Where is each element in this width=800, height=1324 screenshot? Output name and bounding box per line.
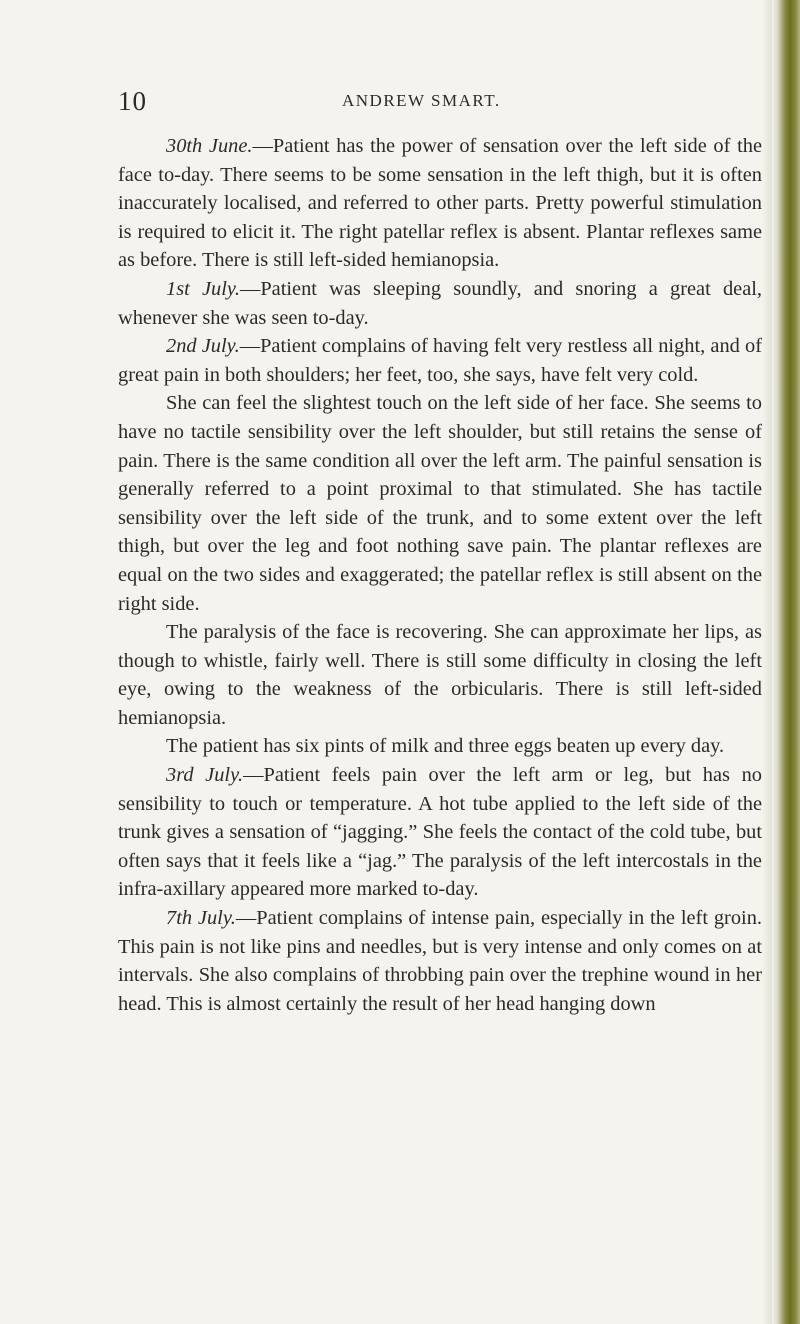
- paragraph-face-paralysis: [118, 618, 762, 732]
- paragraph-july-3: [118, 761, 762, 904]
- entry-text: —Patient feels pain over the left arm or leg, but has no sensibility to touch or temperature. A hot tube applied to the left side of the trunk gives a sensation of “jagging.” She feels the contact of the cold tube, but often says that it feels like a “jag.” The paralysis of the left intercostals in the infra-axillary appeared more marked to-day.: [118, 764, 762, 901]
- page-number: 10: [118, 86, 147, 116]
- paragraph-july-2: [118, 332, 762, 389]
- running-head: ANDREW SMART.: [342, 91, 501, 110]
- entry-text: —Patient complains of intense pain, especially in the left groin. This pain is not like pins and needles, but is very intense and only comes on at intervals. She also complains of throbbing pain over the trephine wound in her head. This is almost certainly the result of her head hanging down: [118, 907, 763, 1015]
- entry-text: The patient has six pints of milk and three eggs beaten up every day.: [166, 735, 725, 758]
- page-header: [118, 86, 758, 120]
- entry-date: 3rd July.: [166, 764, 244, 787]
- entry-text: She can feel the slightest touch on the left side of her face. She seems to have no tactile sensibility over the left shoulder, but still retains the sense of pain. There is the same condition all over the left arm. The painful sensation is generally referred to a point proximal to that stimulated. She has tactile sensibility over the left side of the trunk, and to some extent over the left thigh, but over the leg and foot nothing save pain. The plantar reflexes are equal on the two sides and exaggerated; the patellar reflex is still absent on the right side.: [118, 392, 762, 615]
- entry-date: 2nd July.: [166, 335, 240, 358]
- entry-text: —Patient has the power of sensation over the left side of the face to-day. There seems to be some sensation in the left thigh, but it is often inaccurately localised, and referred to other parts. Pretty powerful stimulation is required to elicit it. The right patellar reflex is absent. Plantar reflexes same as before. There is still left-sided hemianopsia.: [118, 135, 762, 272]
- entry-text: —Patient complains of having felt very restless all night, and of great pain in both shoulders; her feet, too, she says, have felt very cold.: [118, 335, 763, 386]
- paragraph-july-7: [118, 904, 762, 1018]
- book-spine: [772, 0, 800, 1324]
- paragraph-diet: [118, 732, 762, 761]
- entry-text: The paralysis of the face is recovering. She can approximate her lips, as though to whistle, fairly well. There is still some difficulty in closing the left eye, owing to the weakness of the orbicularis. There is still left-sided hemianopsia.: [118, 621, 762, 729]
- page-edge-shadow: [762, 0, 772, 1324]
- body-text: [118, 132, 762, 1018]
- paragraph-sensation: [118, 389, 762, 618]
- entry-date: 1st July.: [166, 277, 240, 300]
- paragraph-july-1: [118, 275, 762, 332]
- paragraph-june-30: [118, 132, 762, 275]
- entry-date: 30th June.: [166, 135, 253, 157]
- entry-text: —Patient was sleeping soundly, and snoring a great deal, whenever she was seen to-day.: [118, 277, 763, 329]
- entry-date: 7th July.: [166, 907, 236, 930]
